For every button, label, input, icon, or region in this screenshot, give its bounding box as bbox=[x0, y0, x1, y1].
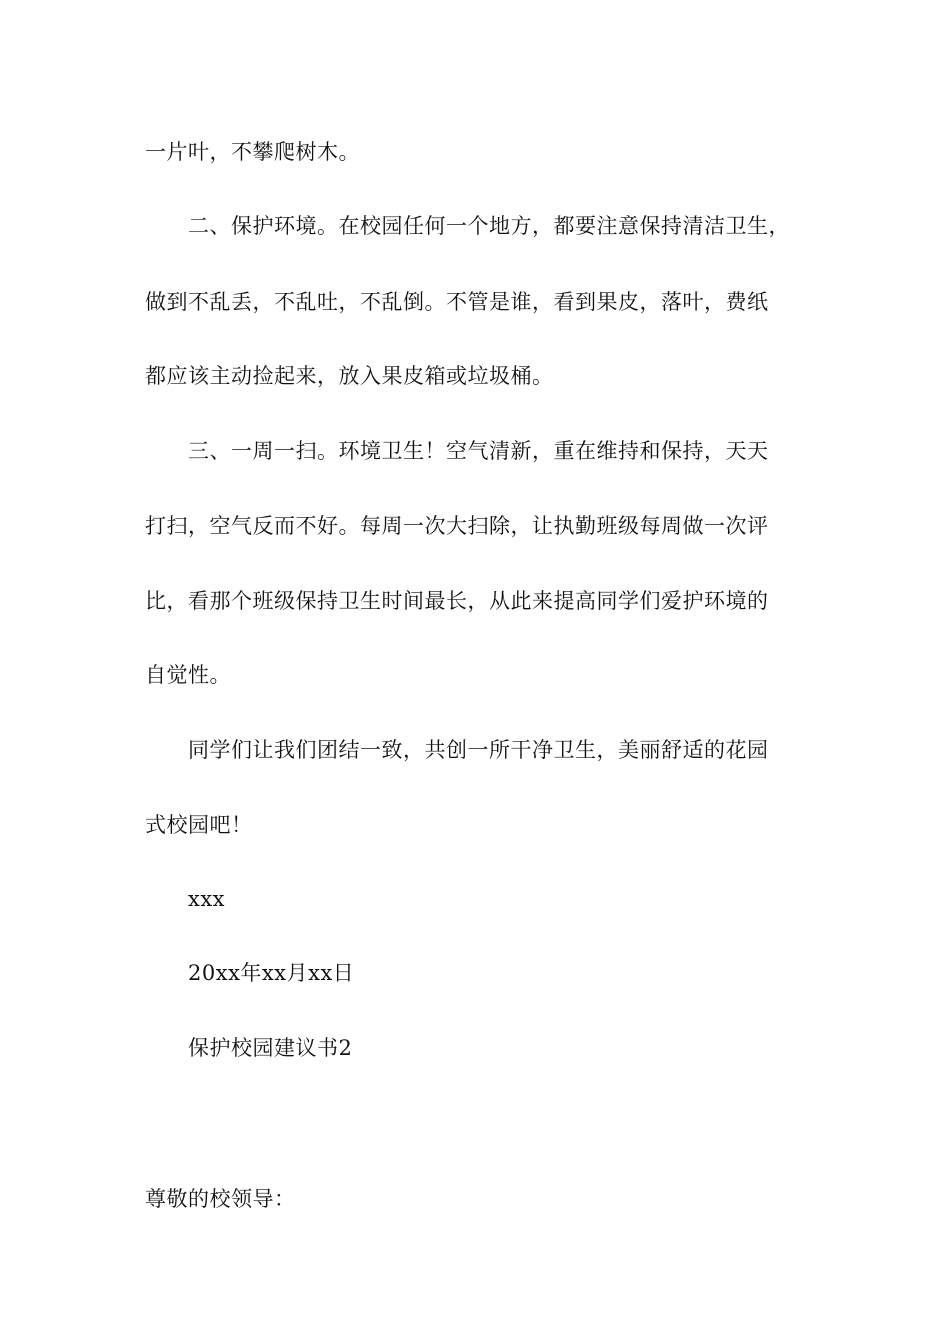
paragraph-three-line-1: 三、一周一扫。环境卫生！空气清新，重在维持和保持，天天 bbox=[188, 439, 769, 463]
paragraph-two-line-2: 做到不乱丢，不乱吐，不乱倒。不管是谁，看到果皮，落叶，费纸 bbox=[145, 290, 769, 314]
signature: xxx bbox=[188, 887, 226, 911]
paragraph-two-line-1: 二、保护环境。在校园任何一个地方，都要注意保持清洁卫生， bbox=[188, 214, 790, 238]
paragraph-three-line-4: 自觉性。 bbox=[145, 663, 231, 687]
closing-paragraph-line-2: 式校园吧！ bbox=[145, 813, 253, 837]
section-title: 保护校园建议书2 bbox=[188, 1036, 353, 1060]
paragraph-two-line-3: 都应该主动捡起来，放入果皮箱或垃圾桶。 bbox=[145, 364, 554, 388]
text-line-1: 一片叶，不攀爬树木。 bbox=[145, 140, 360, 164]
salutation: 尊敬的校领导： bbox=[145, 1187, 296, 1211]
paragraph-three-line-3: 比，看那个班级保持卫生时间最长，从此来提高同学们爱护环境的 bbox=[145, 589, 769, 613]
date: 20xx年xx月xx日 bbox=[188, 961, 355, 985]
paragraph-three-line-2: 打扫，空气反而不好。每周一次大扫除，让执勤班级每周做一次评 bbox=[145, 514, 769, 538]
closing-paragraph-line-1: 同学们让我们团结一致，共创一所干净卫生，美丽舒适的花园 bbox=[188, 738, 769, 762]
